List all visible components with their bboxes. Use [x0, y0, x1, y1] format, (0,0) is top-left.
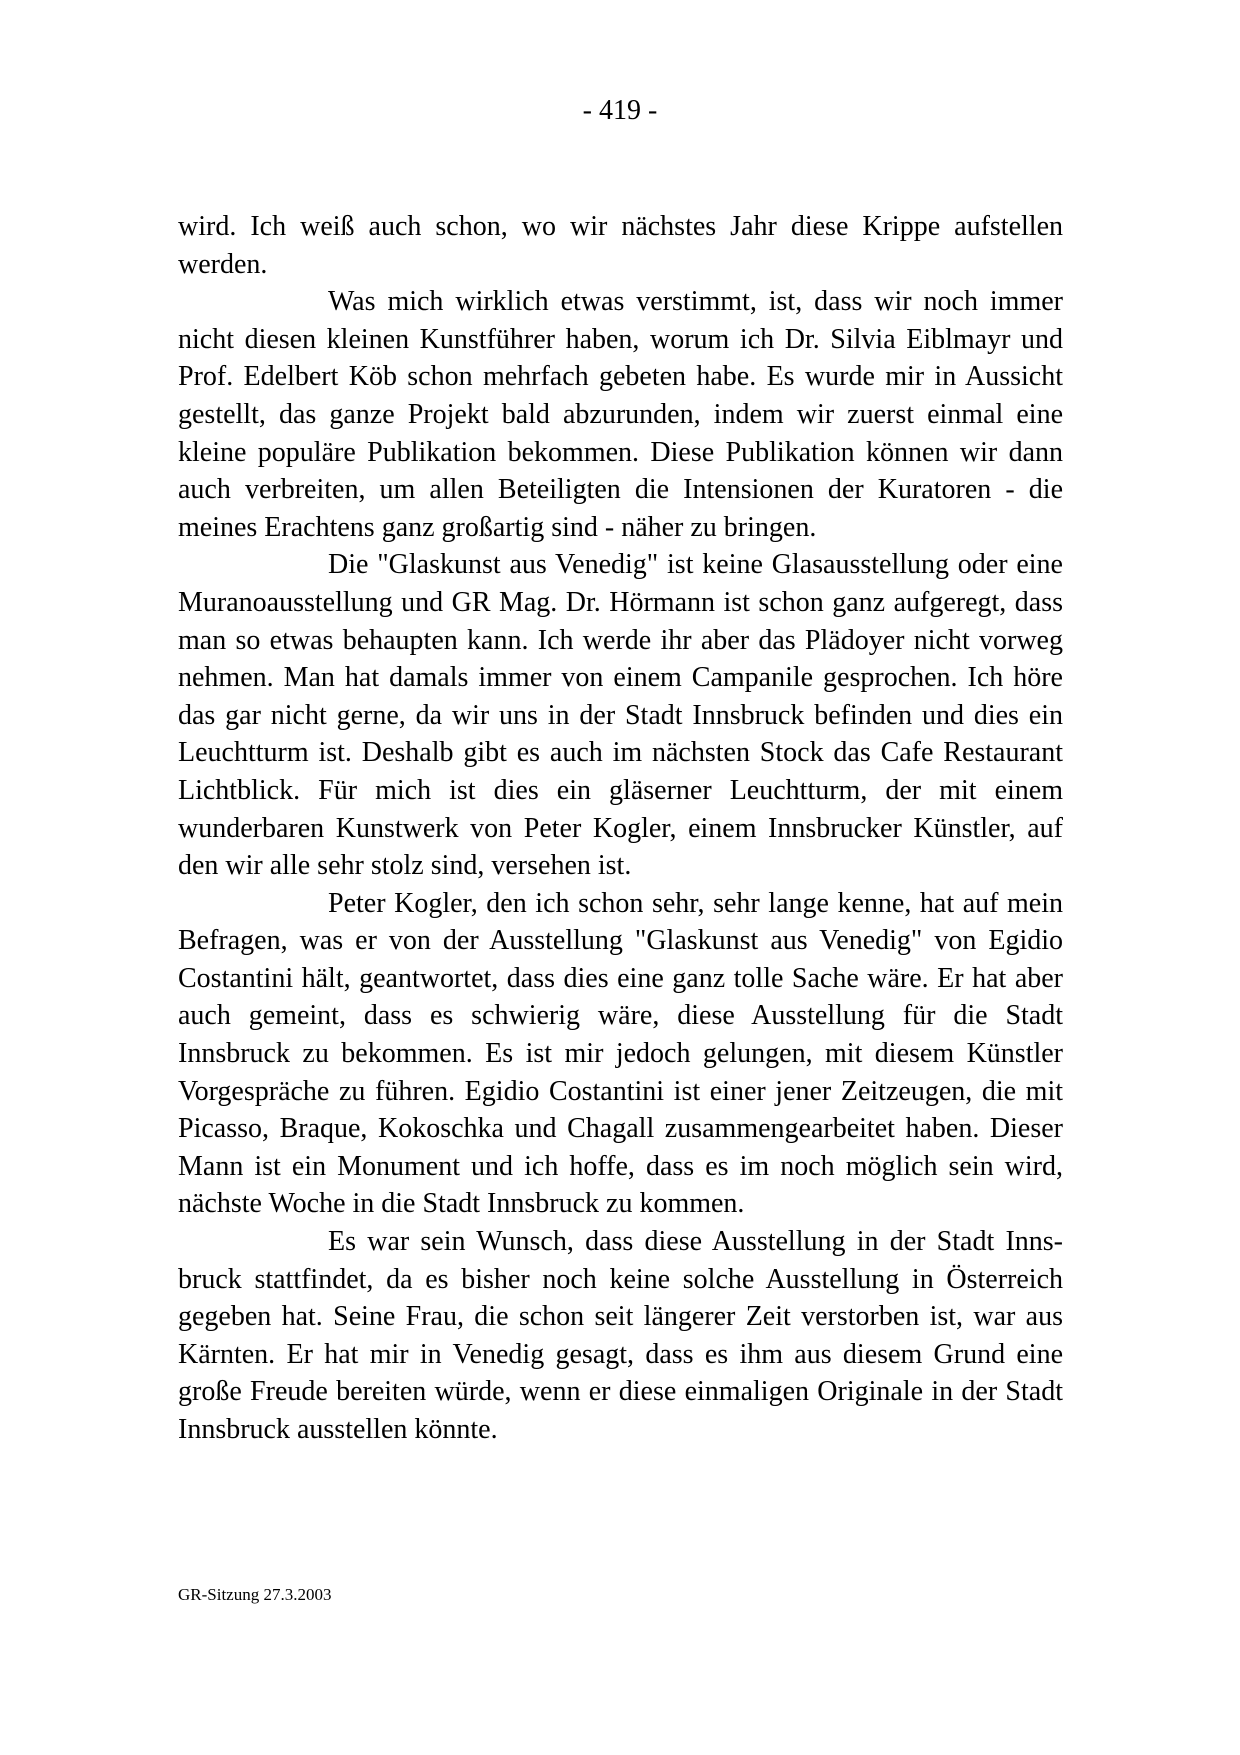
paragraph: Es war sein Wunsch, dass diese Ausstellung in der Stadt Innsbruck stattfindet, da es bisher noch keine solche Ausstellung in Österreich gegeben hat. Seine Frau, die schon seit längerer Zeit verstorben ist, war aus Kärnten. Er hat mir in Venedig gesagt, dass es ihm aus diesem Grund eine große Freude bereiten würde, wenn er diese einmaligen Originale in der Stadt Innsbruck ausstellen könnte.: [178, 1226, 1063, 1445]
document-body: [178, 208, 1063, 1449]
page-number: - 419 -: [582, 95, 658, 126]
paragraph: wird. Ich weiß auch schon, wo wir nächstes Jahr diese Krippe aufstellen werden.: [178, 211, 1063, 280]
paragraph: Die "Glaskunst aus Venedig" ist keine Glasausstellung oder eine Muranoausstellung und GR Mag. Dr. Hörmann ist schon ganz aufgeregt, dass man so etwas behaupten kann. Ich werde ihr aber das Plädoyer nicht vorweg nehmen. Man hat damals immer von einem Campanile gesprochen. Ich höre das gar nicht gerne, da wir uns in der Stadt Innsbruck befinden und dies ein Leuchtturm ist. Deshalb gibt es auch im nächsten Stock das Cafe Restaurant Lichtblick. Für mich ist dies ein gläserner Leuchtturm, der mit einem wunderbaren Kunstwerk von Peter Kogler, einem Innsbrucker Künstler, auf den wir alle sehr stolz sind, versehen ist.: [178, 549, 1063, 882]
paragraph: Peter Kogler, den ich schon sehr, sehr lange kenne, hat auf mein Befragen, was er von der Ausstellung "Glaskunst aus Venedig" von Egidio Costantini hält, geantwortet, dass dies eine ganz tolle Sache wäre. Er hat aber auch gemeint, dass es schwierig wäre, diese Ausstellung für die Stadt Innsbruck zu bekommen. Es ist mir jedoch gelungen, mit diesem Künstler Vorgespräche zu führen. Egidio Costantini ist einer jener Zeitzeugen, die mit Picasso, Braque, Kokoschka und Chagall zusammengearbeitet haben. Dieser Mann ist ein Monument und ich hoffe, dass es im noch möglich sein wird, nächste Woche in die Stadt Innsbruck zu kommen.: [178, 887, 1063, 1220]
paragraph: Was mich wirklich etwas verstimmt, ist, dass wir noch immer nicht diesen kleinen Kunstführer haben, worum ich Dr. Silvia Eiblmayr und Prof. Edelbert Köb schon mehrfach gebeten habe. Es wurde mir in Aussicht gestellt, das ganze Projekt bald abzurunden, indem wir zuerst einmal eine kleine populäre Publikation bekommen. Diese Publikation können wir dann auch verbreiten, um allen Beteiligten die Intensionen der Kuratoren - die meines Erachtens ganz großartig sind - näher zu bringen.: [178, 286, 1063, 543]
footer-session-date: GR-Sitzung 27.3.2003: [178, 1585, 332, 1604]
